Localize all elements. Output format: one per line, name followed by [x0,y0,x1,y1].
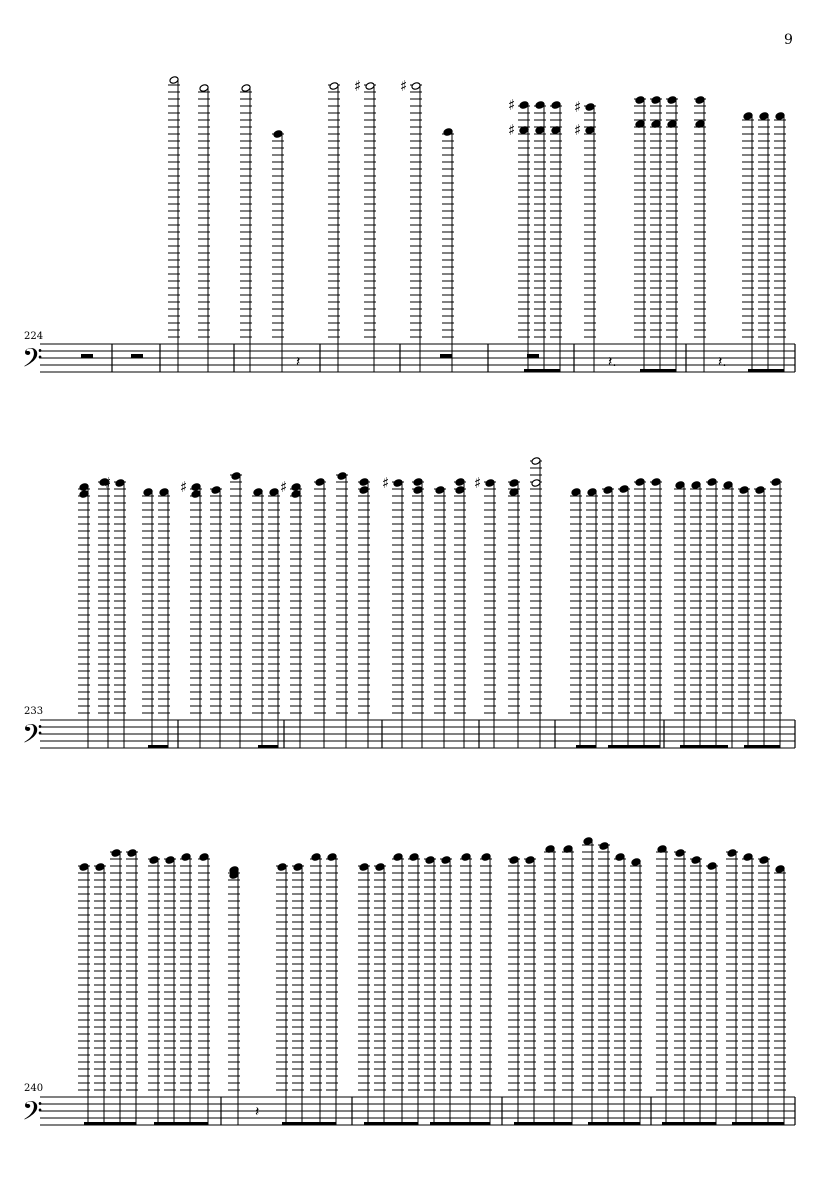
svg-text:𝄽.: 𝄽. [608,354,617,370]
note [252,488,264,748]
beam [588,1122,640,1125]
note [292,863,304,1125]
note [706,478,718,748]
note [726,849,738,1125]
note [336,472,348,748]
note [508,856,520,1125]
note [276,863,288,1125]
note [310,853,322,1125]
note [228,871,240,1125]
note [770,478,782,748]
note [570,488,582,748]
note [98,478,110,748]
note [674,481,686,748]
note [586,488,598,748]
note [268,488,280,748]
beam [576,745,596,748]
note [674,849,686,1125]
note [582,837,594,1125]
note [454,486,466,748]
note [400,77,422,372]
note [198,853,210,1125]
svg-text:♯: ♯ [280,478,288,496]
note [774,112,786,372]
note [328,82,340,372]
note [180,853,192,1125]
note [656,845,668,1125]
beam [148,745,168,748]
note [392,853,404,1125]
note [442,128,454,372]
note [694,120,706,372]
note [94,863,106,1125]
staff-2 [40,720,795,748]
note [460,853,472,1125]
note [530,479,542,748]
note [230,472,242,748]
note [142,488,154,748]
svg-text:♯: ♯ [180,478,188,496]
note [240,84,252,372]
beam [364,1122,418,1125]
note [358,486,370,748]
note [280,478,302,748]
note [758,112,770,372]
note [666,120,678,372]
note [508,488,520,748]
note [272,130,284,372]
svg-text:𝄽: 𝄽 [255,1104,260,1120]
measure-number-240: 240 [24,1083,44,1094]
note [618,485,630,748]
note [598,842,610,1125]
svg-text:𝄽: 𝄽 [296,354,301,370]
note [408,853,420,1125]
note [314,478,326,748]
beam [258,745,278,748]
note [550,126,562,372]
note [190,490,202,748]
note [326,853,338,1125]
system-2 [22,457,795,756]
note [126,849,138,1125]
beam [514,1122,572,1125]
svg-text:♯: ♯ [508,96,516,114]
notes-system-2 [78,457,782,748]
beam [748,369,784,372]
note [168,76,180,372]
notes-system-1 [168,76,786,372]
note [758,856,770,1125]
svg-text:𝄽.: 𝄽. [718,354,727,370]
measure-number-233: 233 [24,706,44,717]
beam [744,745,780,748]
bass-clef-icon: 𝄢 [22,718,43,756]
note [148,856,160,1125]
svg-text:♯: ♯ [382,474,390,492]
note [754,486,766,748]
note [104,474,126,748]
note [774,865,786,1125]
note [634,120,646,372]
measure-number-224: 224 [24,331,44,342]
note [180,478,202,748]
note [374,863,386,1125]
note [290,490,302,748]
beam [154,1122,208,1125]
note [650,120,662,372]
note [650,478,662,748]
note [412,486,424,748]
note [524,856,536,1125]
bass-clef-icon: 𝄢 [22,1095,43,1133]
note [544,845,556,1125]
rests-3 [255,1104,259,1120]
beam [608,745,660,748]
svg-text:♯: ♯ [508,121,516,139]
svg-text:♯: ♯ [400,77,408,95]
note [574,121,596,372]
note [164,856,176,1125]
beam [282,1122,336,1125]
beam [640,369,676,372]
note [574,98,596,372]
svg-text:♯: ♯ [104,474,112,492]
staff-1 [40,344,795,372]
note [534,126,546,372]
note [210,486,222,748]
note [78,490,90,748]
beam [680,745,728,748]
note [562,845,574,1125]
note [424,856,436,1125]
system-1 [22,76,795,380]
beam [524,369,560,372]
note [358,863,370,1125]
note [722,481,734,748]
note [480,853,492,1125]
note [110,849,122,1125]
beam [662,1122,716,1125]
note [158,488,170,748]
note [706,862,718,1125]
note [630,858,642,1125]
note [474,474,496,748]
bass-clef-icon: 𝄢 [22,342,43,380]
note [440,856,452,1125]
note [508,121,530,372]
svg-text:♯: ♯ [574,121,582,139]
note [742,112,754,372]
beam [430,1122,490,1125]
note [690,481,702,748]
note [434,486,446,748]
note [354,77,376,372]
svg-text:♯: ♯ [474,474,482,492]
note [742,853,754,1125]
note [634,478,646,748]
svg-text:♯: ♯ [354,77,362,95]
beam [84,1122,136,1125]
note [738,486,750,748]
note [382,474,404,748]
note [690,856,702,1125]
note [78,863,90,1125]
svg-text:♯: ♯ [574,98,582,116]
beam [732,1122,784,1125]
system-3 [22,837,795,1133]
note [198,84,210,372]
note [614,853,626,1125]
note [602,486,614,748]
page-number: 9 [784,32,793,48]
notes-system-3 [78,837,786,1125]
